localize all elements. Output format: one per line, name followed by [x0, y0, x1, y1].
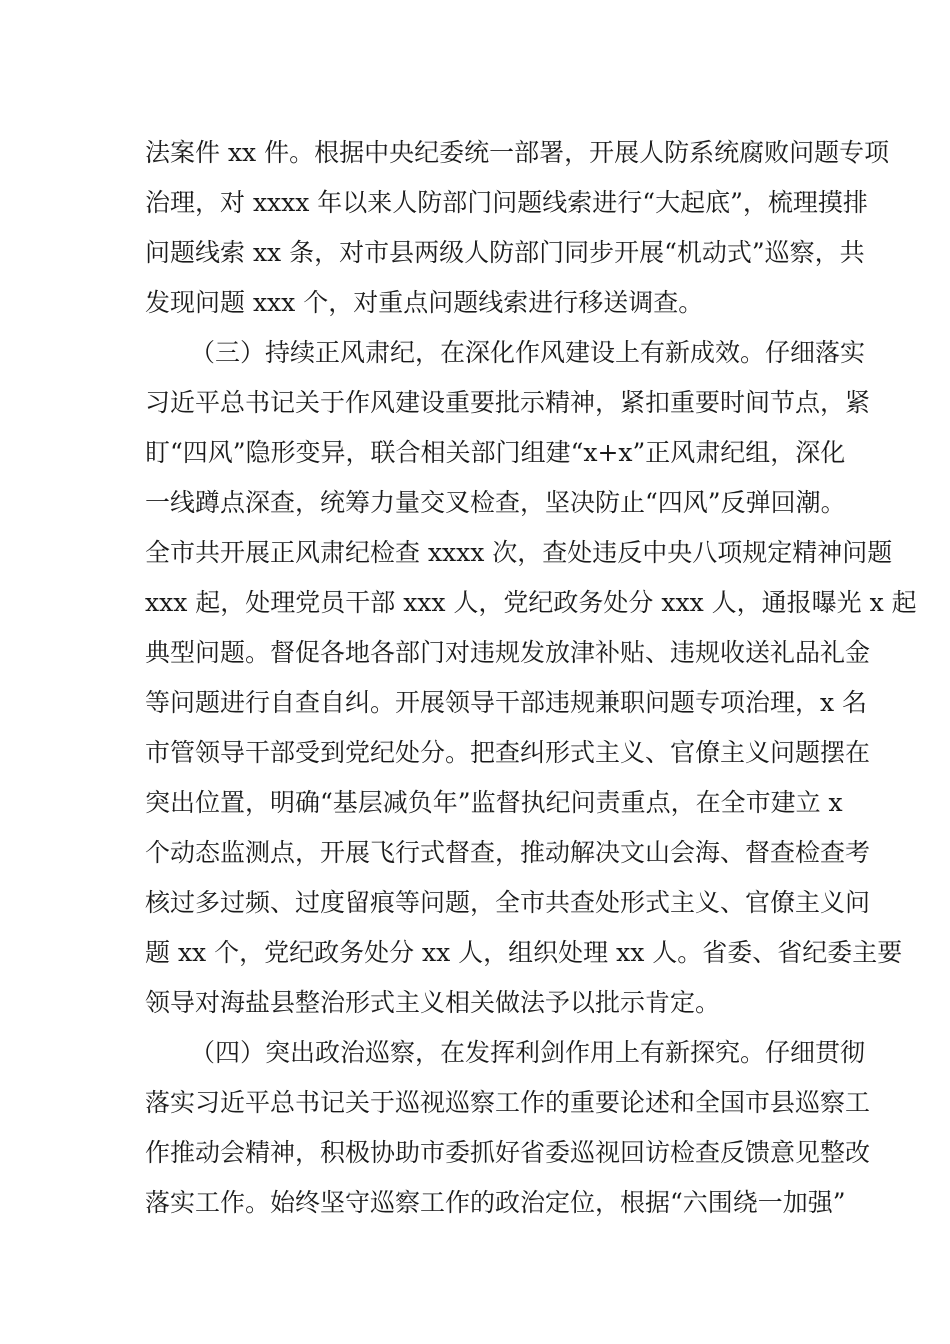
text-line: 落实工作。始终坚守巡察工作的政治定位，根据“六围绕一加强” [145, 1188, 846, 1217]
text-line: 问题线索 xx 条，对市县两级人防部门同步开展“机动式”巡察，共 [145, 238, 865, 267]
text-line: 典型问题。督促各地各部门对违规发放津补贴、违规收送礼品礼金 [145, 638, 871, 667]
text-line: 作推动会精神，积极协助市委抓好省委巡视回访检查反馈意见整改 [145, 1138, 871, 1167]
text-line: 落实习近平总书记关于巡视巡察工作的重要论述和全国市县巡察工 [145, 1088, 871, 1117]
text-line: xxx 起，处理党员干部 xxx 人，党纪政务处分 xxx 人，通报曝光 x 起 [145, 588, 917, 617]
text-line: 习近平总书记关于作风建设重要批示精神，紧扣重要时间节点，紧 [145, 388, 871, 417]
text-line: 治理，对 xxxx 年以来人防部门问题线索进行“大起底”，梳理摸排 [145, 188, 868, 217]
text-line: 一线蹲点深查，统筹力量交叉检查，坚决防止“四风”反弹回潮。 [145, 488, 846, 517]
section-heading-line: （三）持续正风肃纪，在深化作风建设上有新成效。仔细落实 [190, 338, 866, 367]
text-line: 市管领导干部受到党纪处分。把查纠形式主义、官僚主义问题摆在 [145, 738, 871, 767]
text-line: 盯“四风”隐形变异，联合相关部门组建“x+x”正风肃纪组，深化 [145, 438, 846, 467]
text-line: 发现问题 xxx 个，对重点问题线索进行移送调查。 [145, 288, 704, 317]
text-line: 法案件 xx 件。根据中央纪委统一部署，开展人防系统腐败问题专项 [145, 138, 890, 167]
section-heading-line: （四）突出政治巡察，在发挥利剑作用上有新探究。仔细贯彻 [190, 1038, 866, 1067]
text-line: 等问题进行自查自纠。开展领导干部违规兼职问题专项治理，x 名 [145, 688, 868, 717]
text-line: 全市共开展正风肃纪检查 xxxx 次，查处违反中央八项规定精神问题 [145, 538, 893, 567]
text-line: 个动态监测点，开展飞行式督查，推动解决文山会海、督查检查考 [145, 838, 871, 867]
text-line: 题 xx 个，党纪政务处分 xx 人，组织处理 xx 人。省委、省纪委主要 [145, 938, 903, 967]
text-line: 突出位置，明确“基层减负年”监督执纪问责重点，在全市建立 x [145, 788, 843, 817]
text-line: 领导对海盐县整治形式主义相关做法予以批示肯定。 [145, 988, 721, 1017]
text-line: 核过多过频、过度留痕等问题，全市共查处形式主义、官僚主义问 [145, 888, 871, 917]
